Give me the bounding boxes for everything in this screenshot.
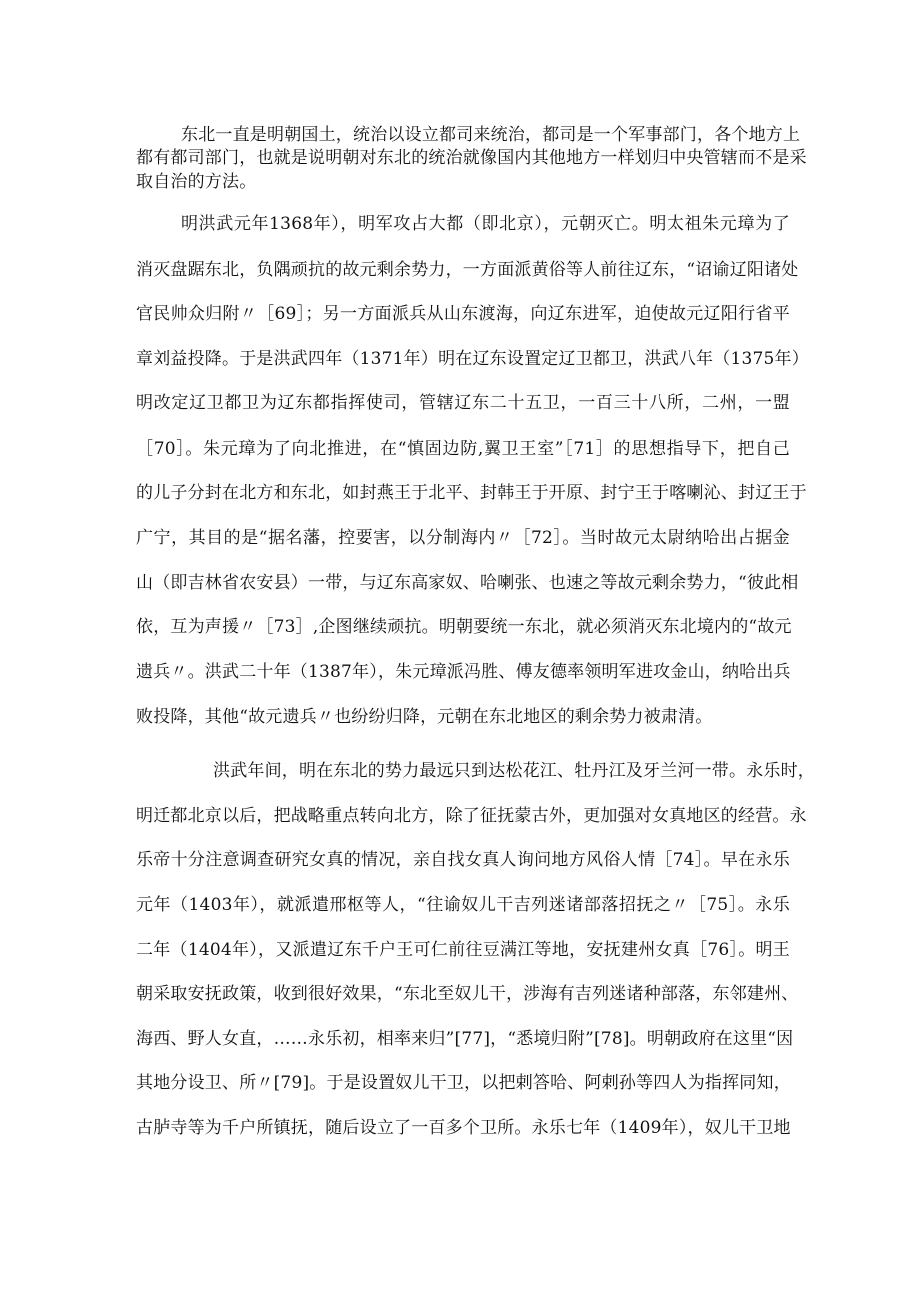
paragraph-2-line-6: ［70］。朱元璋为了向北推进，在“慎固边防,翼卫王室”［71］的思想指导下，把自己: [136, 439, 790, 459]
paragraph-2-line-11: 遗兵〃。洪武二十年（1387年），朱元璋派冯胜、傅友德率领明军进攻金山，纳哈出兵: [136, 662, 791, 682]
paragraph-3-line-9: 古胪寺等为千户所镇抚，随后设立了一百多个卫所。永乐七年（1409年），奴儿干卫地: [136, 1118, 791, 1138]
paragraph-2-line-1: 明洪武元年1368年），明军攻占大都（即北京），元朝灭亡。明太祖朱元璋为了: [181, 214, 790, 234]
paragraph-2-line-4: 章刘益投降。于是洪武四年（1371年）明在辽东设置定辽卫都卫，洪武八年（1375年）: [136, 349, 809, 369]
paragraph-3-line-1: 洪武年间，明在东北的势力最远只到达松花江、牡丹江及牙兰河一带。永乐时，: [213, 761, 815, 781]
paragraph-1-line-1: 东北一直是明朝国土，统治以设立都司来统治，都司是一个军事部门，各个地方上: [181, 125, 801, 145]
paragraph-3-line-7: 海西、野人女直，……永乐初，相率来归”[77]，“悉境归附”[78]。明朝政府在这里“因: [136, 1029, 794, 1049]
paragraph-2-line-9: 山（即吉林省农安县）一带，与辽东高家奴、哈喇张、也速之等故元剩余势力，“彼此相: [136, 573, 799, 593]
paragraph-2-line-2: 消灭盘踞东北，负隅顽抗的故元剩余势力，一方面派黄俗等人前往辽东，“诏谕辽阳诸处: [136, 260, 799, 280]
paragraph-2-line-12: 败投降，其他“故元遗兵〃也纷纷归降，元朝在东北地区的剩余势力被肃清。: [136, 707, 713, 727]
paragraph-2-line-3: 官民帅众归附〃［69］；另一方面派兵从山东渡海，向辽东进军，迫使故元辽阳行省平: [136, 304, 790, 324]
paragraph-1-line-3: 取自治的方法。: [136, 172, 257, 192]
paragraph-1-line-2: 都有都司部门，也就是说明朝对东北的统治就像国内其他地方一样划归中央管辖而不是采: [136, 148, 807, 168]
paragraph-2-line-7: 的儿子分封在北方和东北，如封燕王于北平、封韩王于开原、封宁王于喀喇沁、封辽王于: [136, 483, 807, 503]
paragraph-3-line-5: 二年（1404年），又派遣辽东千户王可仁前往豆满江等地，安抚建州女真［76］。明王: [136, 940, 790, 960]
paragraph-3-line-4: 元年（1403年），就派遣邢枢等人，“往谕奴儿干吉列迷诸部落招抚之〃［75］。永乐: [136, 895, 790, 915]
paragraph-3-line-8: 其地分设卫、所〃[79]。于是设置奴儿干卫，以把剌答哈、阿剌孙等四人为指挥同知，: [136, 1073, 791, 1093]
paragraph-2-line-10: 依，互为声援〃［73］,企图继续顽抗。明朝要统一东北，就必须消灭东北境内的“故元: [136, 617, 792, 637]
paragraph-3-line-3: 乐帝十分注意调查研究女真的情况，亲自找女真人询问地方风俗人情［74］。早在永乐: [136, 850, 790, 870]
paragraph-3-line-6: 朝采取安抚政策，收到很好效果，“东北至奴儿干，涉海有吉列迷诸种部落，东邻建州、: [136, 984, 799, 1004]
paragraph-3-line-2: 明迁都北京以后，把战略重点转向北方，除了征抚蒙古外，更加强对女真地区的经营。永: [136, 806, 807, 826]
paragraph-2-line-8: 广宁，其目的是“据名藩，控要害，以分制海内〃［72］。当时故元太尉纳哈出占据金: [136, 528, 790, 548]
paragraph-2-line-5: 明改定辽卫都卫为辽东都指挥使司，管辖辽东二十五卫，一百三十八所，二州，一盟: [136, 393, 790, 413]
